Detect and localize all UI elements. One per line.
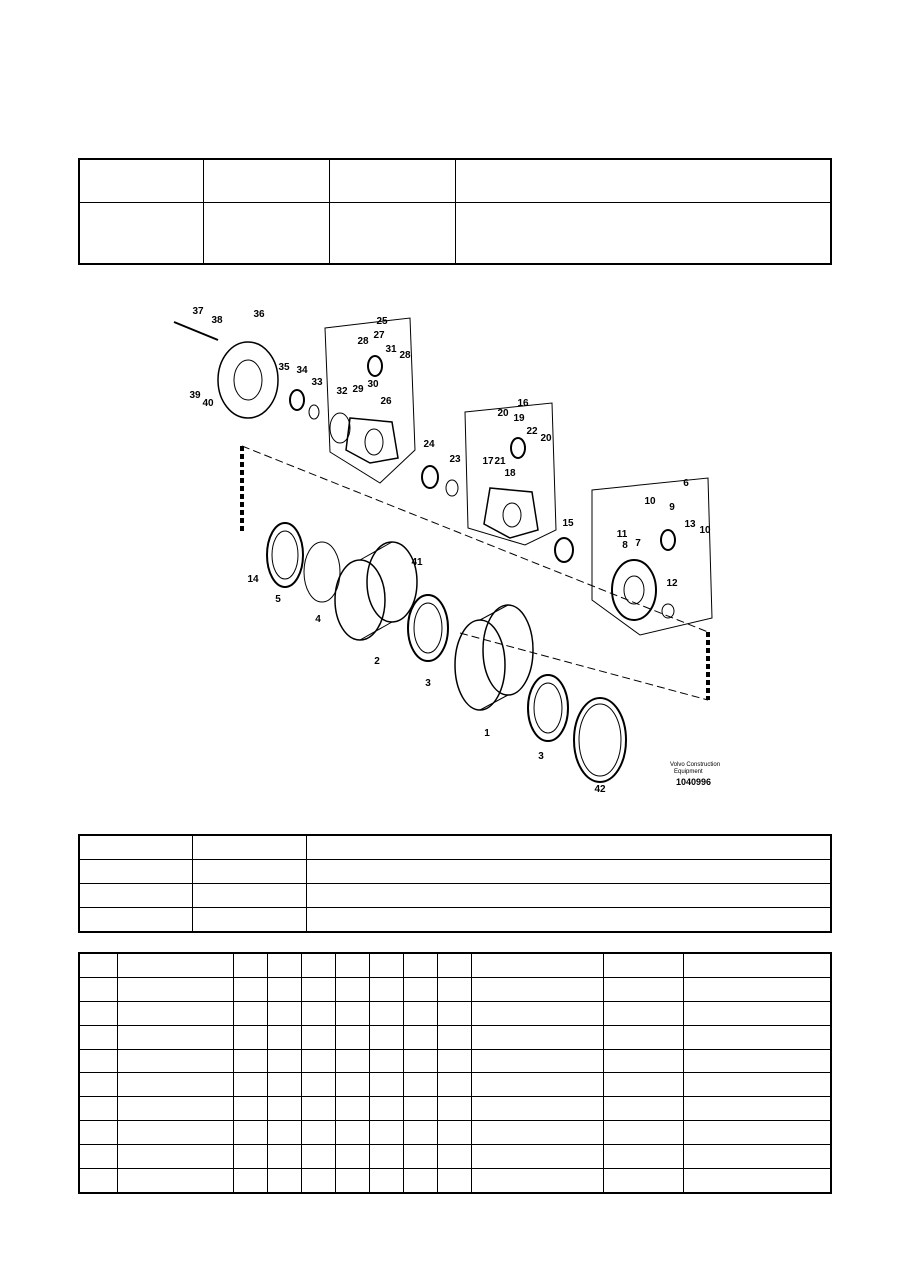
parts-cell xyxy=(369,1073,403,1097)
brand-line-2: Equipment xyxy=(674,769,703,775)
callout-14: 14 xyxy=(247,574,259,585)
callout-2: 2 xyxy=(374,656,380,667)
header-cell xyxy=(455,159,831,203)
parts-cell xyxy=(471,1145,603,1169)
parts-cell xyxy=(603,953,683,977)
parts-cell xyxy=(471,1073,603,1097)
callout-18: 18 xyxy=(504,468,516,479)
callout-3: 3 xyxy=(538,751,544,762)
callout-30: 30 xyxy=(367,379,379,390)
parts-cell xyxy=(267,1097,301,1121)
info-cell xyxy=(192,908,306,933)
parts-cell xyxy=(79,953,117,977)
parts-cell xyxy=(603,1169,683,1193)
info-table xyxy=(78,834,832,933)
header-cell xyxy=(455,203,831,265)
info-row xyxy=(79,835,831,860)
parts-cell xyxy=(233,1025,267,1049)
info-cell xyxy=(306,860,831,884)
callout-31: 31 xyxy=(385,344,397,355)
callout-36: 36 xyxy=(253,309,265,320)
parts-cell xyxy=(437,1097,471,1121)
parts-cell xyxy=(301,1169,335,1193)
parts-cell xyxy=(335,1121,369,1145)
parts-cell xyxy=(79,977,117,1001)
info-row xyxy=(79,884,831,908)
parts-cell xyxy=(79,1001,117,1025)
parts-cell xyxy=(683,1097,831,1121)
parts-cell xyxy=(301,1121,335,1145)
parts-cell xyxy=(403,1025,437,1049)
parts-cell xyxy=(403,1169,437,1193)
parts-cell xyxy=(79,1049,117,1073)
callout-22: 22 xyxy=(526,426,538,437)
callout-39: 39 xyxy=(189,390,201,401)
callout-20: 20 xyxy=(540,433,552,444)
parts-cell xyxy=(301,1001,335,1025)
parts-row xyxy=(79,953,831,977)
parts-cell xyxy=(403,1001,437,1025)
parts-cell xyxy=(117,1073,233,1097)
parts-cell xyxy=(369,1049,403,1073)
parts-cell xyxy=(79,1121,117,1145)
parts-cell xyxy=(437,953,471,977)
parts-cell xyxy=(369,1145,403,1169)
callout-8: 8 xyxy=(622,540,628,551)
parts-cell xyxy=(471,1121,603,1145)
parts-cell xyxy=(403,1121,437,1145)
parts-cell xyxy=(335,977,369,1001)
parts-cell xyxy=(437,1049,471,1073)
callout-21: 21 xyxy=(494,456,506,467)
parts-cell xyxy=(335,1001,369,1025)
parts-cell xyxy=(267,1169,301,1193)
parts-cell xyxy=(335,1097,369,1121)
callout-12: 12 xyxy=(666,578,678,589)
callout-7: 7 xyxy=(635,538,641,549)
parts-cell xyxy=(301,1073,335,1097)
callout-35: 35 xyxy=(278,362,290,373)
parts-row xyxy=(79,1073,831,1097)
header-row xyxy=(79,203,831,265)
parts-cell xyxy=(335,1025,369,1049)
callout-10: 10 xyxy=(644,496,656,507)
parts-cell xyxy=(471,977,603,1001)
parts-cell xyxy=(301,953,335,977)
parts-table xyxy=(78,952,832,1194)
header-table xyxy=(78,158,832,265)
info-cell xyxy=(79,884,192,908)
parts-cell xyxy=(471,1097,603,1121)
parts-cell xyxy=(683,1025,831,1049)
parts-cell xyxy=(683,1121,831,1145)
header-cell xyxy=(203,159,329,203)
callout-42: 42 xyxy=(594,784,606,795)
parts-cell xyxy=(267,1025,301,1049)
info-cell xyxy=(192,884,306,908)
parts-cell xyxy=(233,1073,267,1097)
parts-cell xyxy=(603,1145,683,1169)
parts-cell xyxy=(335,1073,369,1097)
parts-cell xyxy=(117,1121,233,1145)
parts-cell xyxy=(117,1097,233,1121)
callout-3: 3 xyxy=(425,678,431,689)
header-cell xyxy=(329,159,455,203)
parts-cell xyxy=(437,977,471,1001)
parts-cell xyxy=(603,1025,683,1049)
callout-9: 9 xyxy=(669,502,675,513)
info-cell xyxy=(192,835,306,860)
parts-cell xyxy=(79,1145,117,1169)
parts-row xyxy=(79,1169,831,1193)
parts-cell xyxy=(603,1049,683,1073)
callout-32: 32 xyxy=(336,386,348,397)
parts-cell xyxy=(603,1073,683,1097)
parts-cell xyxy=(301,977,335,1001)
callout-38: 38 xyxy=(211,315,223,326)
parts-cell xyxy=(117,1001,233,1025)
callout-27: 27 xyxy=(373,330,385,341)
parts-cell xyxy=(369,1025,403,1049)
parts-cell xyxy=(233,1097,267,1121)
callout-19: 19 xyxy=(513,413,525,424)
parts-cell xyxy=(403,1097,437,1121)
exploded-parts-diagram xyxy=(160,300,730,800)
parts-cell xyxy=(369,1001,403,1025)
parts-cell xyxy=(233,1121,267,1145)
header-cell xyxy=(79,159,203,203)
parts-cell xyxy=(603,977,683,1001)
parts-cell xyxy=(233,953,267,977)
callout-23: 23 xyxy=(449,454,461,465)
parts-cell xyxy=(683,1073,831,1097)
parts-cell xyxy=(233,1169,267,1193)
parts-cell xyxy=(369,977,403,1001)
info-cell xyxy=(306,908,831,933)
callout-5: 5 xyxy=(275,594,281,605)
parts-cell xyxy=(471,1025,603,1049)
parts-cell xyxy=(301,1025,335,1049)
parts-cell xyxy=(437,1025,471,1049)
parts-cell xyxy=(437,1001,471,1025)
callout-34: 34 xyxy=(296,365,308,376)
parts-cell xyxy=(301,1145,335,1169)
parts-row xyxy=(79,1025,831,1049)
parts-cell xyxy=(117,1025,233,1049)
parts-cell xyxy=(267,1073,301,1097)
parts-row xyxy=(79,1001,831,1025)
parts-row xyxy=(79,1049,831,1073)
parts-cell xyxy=(437,1073,471,1097)
parts-cell xyxy=(683,977,831,1001)
parts-cell xyxy=(335,1169,369,1193)
callout-4: 4 xyxy=(315,614,321,625)
parts-cell xyxy=(79,1097,117,1121)
info-cell xyxy=(192,860,306,884)
callout-25: 25 xyxy=(376,316,388,327)
parts-cell xyxy=(437,1169,471,1193)
parts-cell xyxy=(369,953,403,977)
parts-cell xyxy=(683,1049,831,1073)
parts-cell xyxy=(233,1049,267,1073)
callout-16: 16 xyxy=(517,398,529,409)
parts-cell xyxy=(117,977,233,1001)
parts-cell xyxy=(369,1169,403,1193)
header-row xyxy=(79,159,831,203)
parts-cell xyxy=(683,1169,831,1193)
parts-cell xyxy=(335,953,369,977)
parts-cell xyxy=(403,1073,437,1097)
parts-cell xyxy=(79,1025,117,1049)
parts-cell xyxy=(79,1073,117,1097)
parts-cell xyxy=(437,1145,471,1169)
parts-row xyxy=(79,1145,831,1169)
parts-cell xyxy=(267,977,301,1001)
info-cell xyxy=(79,860,192,884)
callout-41: 41 xyxy=(411,557,423,568)
info-cell xyxy=(306,835,831,860)
parts-cell xyxy=(471,1001,603,1025)
parts-cell xyxy=(471,953,603,977)
parts-cell xyxy=(403,953,437,977)
parts-cell xyxy=(403,977,437,1001)
callout-17: 17 xyxy=(482,456,494,467)
parts-row xyxy=(79,977,831,1001)
parts-cell xyxy=(267,1145,301,1169)
parts-cell xyxy=(603,1097,683,1121)
info-cell xyxy=(79,908,192,933)
callout-26: 26 xyxy=(380,396,392,407)
parts-cell xyxy=(233,1001,267,1025)
parts-cell xyxy=(369,1097,403,1121)
parts-cell xyxy=(683,1001,831,1025)
brand-line-1: Volvo Construction xyxy=(670,762,721,768)
parts-cell xyxy=(603,1001,683,1025)
parts-cell xyxy=(117,953,233,977)
parts-cell xyxy=(267,1121,301,1145)
parts-cell xyxy=(369,1121,403,1145)
callout-6: 6 xyxy=(683,478,689,489)
callout-37: 37 xyxy=(192,306,204,317)
parts-row xyxy=(79,1121,831,1145)
callout-29: 29 xyxy=(352,384,364,395)
parts-cell xyxy=(403,1049,437,1073)
header-cell xyxy=(329,203,455,265)
parts-cell xyxy=(117,1145,233,1169)
parts-cell xyxy=(267,1049,301,1073)
parts-cell xyxy=(301,1049,335,1073)
info-row xyxy=(79,908,831,933)
callout-1: 1 xyxy=(484,728,490,739)
parts-cell xyxy=(233,977,267,1001)
callout-33: 33 xyxy=(311,377,323,388)
callout-13: 13 xyxy=(684,519,696,530)
parts-cell xyxy=(603,1121,683,1145)
parts-cell xyxy=(117,1049,233,1073)
parts-cell xyxy=(301,1097,335,1121)
parts-cell xyxy=(267,953,301,977)
parts-cell xyxy=(335,1145,369,1169)
info-cell xyxy=(306,884,831,908)
parts-cell xyxy=(267,1001,301,1025)
callout-24: 24 xyxy=(423,439,435,450)
info-cell xyxy=(79,835,192,860)
parts-cell xyxy=(683,1145,831,1169)
parts-cell xyxy=(335,1049,369,1073)
parts-cell xyxy=(471,1169,603,1193)
figure-code: 1040996 xyxy=(676,777,712,787)
parts-cell xyxy=(403,1145,437,1169)
callout-28: 28 xyxy=(399,350,411,361)
parts-cell xyxy=(117,1169,233,1193)
header-cell xyxy=(203,203,329,265)
parts-cell xyxy=(471,1049,603,1073)
parts-row xyxy=(79,1097,831,1121)
parts-cell xyxy=(233,1145,267,1169)
info-row xyxy=(79,860,831,884)
header-cell xyxy=(79,203,203,265)
parts-cell xyxy=(683,953,831,977)
callout-10: 10 xyxy=(699,525,711,536)
callout-15: 15 xyxy=(562,518,574,529)
callout-40: 40 xyxy=(202,398,214,409)
parts-cell xyxy=(437,1121,471,1145)
parts-cell xyxy=(79,1169,117,1193)
callout-20: 20 xyxy=(497,408,509,419)
callout-11: 11 xyxy=(616,529,628,540)
callout-28: 28 xyxy=(357,336,369,347)
